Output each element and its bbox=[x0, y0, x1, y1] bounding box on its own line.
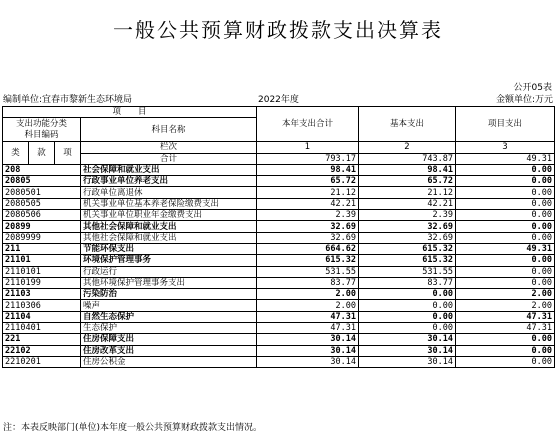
row-total: 47.31 bbox=[257, 323, 359, 334]
row-basic: 32.69 bbox=[359, 232, 456, 243]
row-subject-name: 自然生态保护 bbox=[81, 311, 257, 322]
table-row bbox=[3, 187, 555, 198]
page-title: 一般公共预算财政拨款支出决算表 bbox=[113, 18, 443, 42]
row-basic: 30.14 bbox=[359, 345, 456, 356]
row-total: 664.62 bbox=[257, 243, 359, 254]
row-basic: 615.32 bbox=[359, 243, 456, 254]
row-project: 0.00 bbox=[456, 277, 555, 288]
col-no-1: 1 bbox=[257, 142, 359, 153]
row-code: 21104 bbox=[3, 311, 81, 322]
row-code: 2080501 bbox=[3, 187, 81, 198]
row-project: 0.00 bbox=[456, 164, 555, 175]
row-basic: 0.00 bbox=[359, 289, 456, 300]
header-xiang: 项 bbox=[55, 142, 81, 165]
header-row-project bbox=[3, 107, 555, 118]
row-subject-name: 其他环境保护管理事务支出 bbox=[81, 277, 257, 288]
row-total: 2.00 bbox=[257, 300, 359, 311]
row-code: 2089999 bbox=[3, 232, 81, 243]
form-number: 公开05表 bbox=[513, 83, 552, 93]
row-code: 21101 bbox=[3, 255, 81, 266]
row-project: 0.00 bbox=[456, 210, 555, 221]
row-subject-name: 住房改革支出 bbox=[81, 345, 257, 356]
row-code: 221 bbox=[3, 334, 81, 345]
row-total: 30.14 bbox=[257, 345, 359, 356]
row-code: 211 bbox=[3, 243, 81, 254]
row-subject-name: 住房公积金 bbox=[81, 356, 257, 367]
row-total: 98.41 bbox=[257, 164, 359, 175]
header-func-code: 支出功能分类 科目编码 bbox=[3, 118, 81, 142]
table-row bbox=[3, 334, 555, 345]
table-row bbox=[3, 323, 555, 334]
row-basic: 65.72 bbox=[359, 176, 456, 187]
budget-table bbox=[2, 106, 555, 368]
row-total: 47.31 bbox=[257, 311, 359, 322]
row-project: 0.00 bbox=[456, 356, 555, 367]
row-code: 2110199 bbox=[3, 277, 81, 288]
sum-total: 793.17 bbox=[257, 153, 359, 164]
row-subject-name: 污染防治 bbox=[81, 289, 257, 300]
table-row bbox=[3, 176, 555, 187]
header-column-no: 栏次 bbox=[81, 142, 257, 153]
row-basic: 21.12 bbox=[359, 187, 456, 198]
row-code: 21103 bbox=[3, 289, 81, 300]
row-project: 47.31 bbox=[456, 323, 555, 334]
row-code: 22102 bbox=[3, 345, 81, 356]
year-label: 2022年度 bbox=[258, 95, 299, 105]
header-basic: 基本支出 bbox=[359, 107, 456, 142]
row-subject-name: 住房保障支出 bbox=[81, 334, 257, 345]
row-basic: 32.69 bbox=[359, 221, 456, 232]
row-subject-name: 生态保护 bbox=[81, 323, 257, 334]
table-row bbox=[3, 266, 555, 277]
table-row bbox=[3, 221, 555, 232]
row-subject-name: 其他社会保障和就业支出 bbox=[81, 232, 257, 243]
row-total: 32.69 bbox=[257, 221, 359, 232]
sum-project: 49.31 bbox=[456, 153, 555, 164]
table-row bbox=[3, 345, 555, 356]
row-code: 2110401 bbox=[3, 323, 81, 334]
row-project: 2.00 bbox=[456, 289, 555, 300]
row-total: 531.55 bbox=[257, 266, 359, 277]
col-no-3: 3 bbox=[456, 142, 555, 153]
table-row bbox=[3, 243, 555, 254]
row-total: 32.69 bbox=[257, 232, 359, 243]
table-row bbox=[3, 255, 555, 266]
header-subject-name: 科目名称 bbox=[81, 118, 257, 142]
table-row bbox=[3, 356, 555, 367]
table-row bbox=[3, 300, 555, 311]
row-basic: 0.00 bbox=[359, 300, 456, 311]
row-project: 0.00 bbox=[456, 221, 555, 232]
row-code: 2110101 bbox=[3, 266, 81, 277]
row-project: 0.00 bbox=[456, 176, 555, 187]
header-kuan: 款 bbox=[29, 142, 55, 165]
footnote: 注：本表反映部门(单位)本年度一般公共预算财政拨款支出情况。 bbox=[3, 423, 263, 433]
row-total: 65.72 bbox=[257, 176, 359, 187]
row-basic: 0.00 bbox=[359, 311, 456, 322]
row-project: 0.00 bbox=[456, 187, 555, 198]
row-project: 0.00 bbox=[456, 198, 555, 209]
row-code: 208 bbox=[3, 164, 81, 175]
row-subject-name: 环境保护管理事务 bbox=[81, 255, 257, 266]
row-basic: 30.14 bbox=[359, 356, 456, 367]
org-label: 编制单位:宜春市黎新生态环境局 bbox=[3, 95, 133, 105]
row-project: 49.31 bbox=[456, 243, 555, 254]
row-basic: 98.41 bbox=[359, 164, 456, 175]
row-basic: 42.21 bbox=[359, 198, 456, 209]
row-project: 0.00 bbox=[456, 232, 555, 243]
row-total: 42.21 bbox=[257, 198, 359, 209]
header-project: 项 目 bbox=[3, 107, 257, 118]
row-subject-name: 行政单位离退休 bbox=[81, 187, 257, 198]
row-total: 30.14 bbox=[257, 356, 359, 367]
row-code: 2110306 bbox=[3, 300, 81, 311]
row-total: 2.39 bbox=[257, 210, 359, 221]
table-row bbox=[3, 232, 555, 243]
header-cls: 类 bbox=[3, 142, 29, 165]
table-row bbox=[3, 311, 555, 322]
row-subject-name: 噪声 bbox=[81, 300, 257, 311]
row-subject-name: 行政事业单位养老支出 bbox=[81, 176, 257, 187]
row-basic: 615.32 bbox=[359, 255, 456, 266]
row-project: 0.00 bbox=[456, 255, 555, 266]
row-total: 83.77 bbox=[257, 277, 359, 288]
row-subject-name: 社会保障和就业支出 bbox=[81, 164, 257, 175]
row-code: 20899 bbox=[3, 221, 81, 232]
row-project: 2.00 bbox=[456, 300, 555, 311]
row-total: 2.00 bbox=[257, 289, 359, 300]
table-row bbox=[3, 198, 555, 209]
row-subject-name: 其他社会保障和就业支出 bbox=[81, 221, 257, 232]
row-code: 2080505 bbox=[3, 198, 81, 209]
header-project-exp: 项目支出 bbox=[456, 107, 555, 142]
sum-row bbox=[3, 153, 555, 164]
row-code: 2210201 bbox=[3, 356, 81, 367]
header-total: 本年支出合计 bbox=[257, 107, 359, 142]
row-code: 2080506 bbox=[3, 210, 81, 221]
row-basic: 0.00 bbox=[359, 323, 456, 334]
row-subject-name: 机关事业单位职业年金缴费支出 bbox=[81, 210, 257, 221]
row-subject-name: 行政运行 bbox=[81, 266, 257, 277]
header-row-cls bbox=[3, 142, 555, 153]
row-code: 20805 bbox=[3, 176, 81, 187]
row-basic: 30.14 bbox=[359, 334, 456, 345]
row-basic: 83.77 bbox=[359, 277, 456, 288]
row-project: 0.00 bbox=[456, 334, 555, 345]
sum-basic: 743.87 bbox=[359, 153, 456, 164]
row-project: 0.00 bbox=[456, 345, 555, 356]
row-total: 30.14 bbox=[257, 334, 359, 345]
unit-label: 金额单位:万元 bbox=[495, 95, 553, 105]
table-row bbox=[3, 277, 555, 288]
row-project: 0.00 bbox=[456, 266, 555, 277]
row-total: 21.12 bbox=[257, 187, 359, 198]
meta-row bbox=[3, 92, 553, 104]
row-subject-name: 机关事业单位基本养老保险缴费支出 bbox=[81, 198, 257, 209]
row-basic: 2.39 bbox=[359, 210, 456, 221]
sum-label: 合计 bbox=[81, 153, 257, 164]
table-row bbox=[3, 210, 555, 221]
col-no-2: 2 bbox=[359, 142, 456, 153]
row-basic: 531.55 bbox=[359, 266, 456, 277]
table-row bbox=[3, 164, 555, 175]
row-project: 47.31 bbox=[456, 311, 555, 322]
table-row bbox=[3, 289, 555, 300]
row-subject-name: 节能环保支出 bbox=[81, 243, 257, 254]
row-total: 615.32 bbox=[257, 255, 359, 266]
